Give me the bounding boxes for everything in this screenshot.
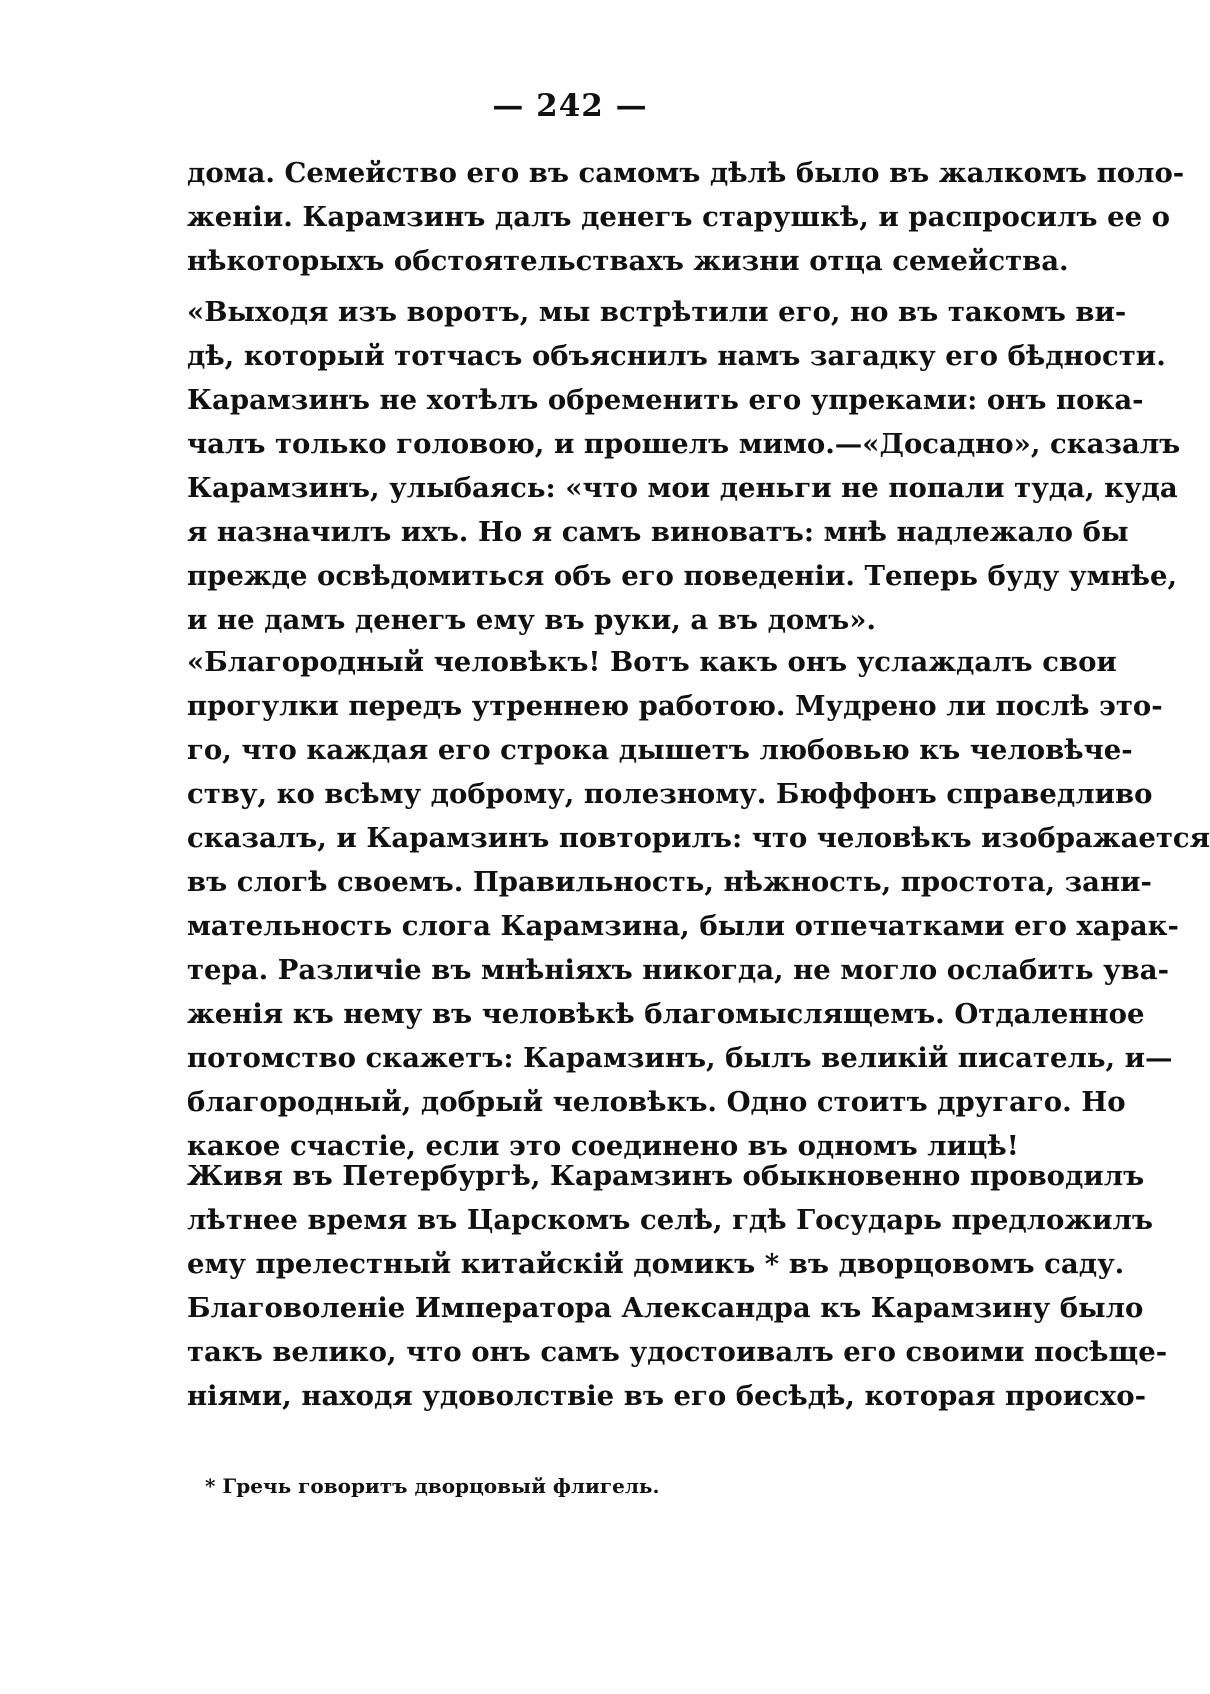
- text-line: я назначилъ ихъ. Но я самъ виноватъ: мнѣ надлежало бы: [187, 516, 1129, 548]
- page-number: — 242 —: [492, 88, 648, 124]
- text-line: «Выходя изъ воротъ, мы встрѣтили его, но въ такомъ ви-: [187, 296, 1127, 328]
- footnote: * Гречь говоритъ дворцовый флигель.: [205, 1474, 660, 1498]
- text-line: дома. Семейство его въ самомъ дѣлѣ было въ жалкомъ поло-: [187, 157, 1185, 189]
- text-line: благородный, добрый человѣкъ. Одно стоитъ другаго. Но: [187, 1086, 1126, 1118]
- text-line: «Благородный человѣкъ! Вотъ какъ онъ услаждалъ свои: [187, 646, 1117, 678]
- text-line: мательность слога Карамзина, были отпечатками его харак-: [187, 910, 1179, 942]
- paragraph-2: [187, 290, 1181, 642]
- text-line: Карамзинъ, улыбаясь: «что мои деньги не попали туда, куда: [187, 472, 1178, 504]
- paragraph-1: [187, 151, 1185, 283]
- paragraph-3: [187, 640, 1210, 1168]
- text-line: ніями, находя удоволствіе въ его бесѣдѣ, которая происхо-: [187, 1380, 1147, 1412]
- text-line: въ слогѣ своемъ. Правильность, нѣжность, простота, зани-: [187, 866, 1152, 898]
- text-line: Живя въ Петербургѣ, Карамзинъ обыкновенно проводилъ: [187, 1160, 1145, 1192]
- text-line: какое счастіе, если это соединено въ одномъ лицѣ!: [187, 1130, 1019, 1162]
- paragraph-4: [187, 1154, 1168, 1418]
- text-line: женія къ нему въ человѣкѣ благомыслящемъ. Отдаленное: [187, 998, 1145, 1030]
- text-line: такъ велико, что онъ самъ удостоивалъ его своими посѣще-: [187, 1336, 1168, 1368]
- text-line: прежде освѣдомиться объ его поведеніи. Теперь буду умнѣе,: [187, 560, 1178, 592]
- text-line: ему прелестный китайскій домикъ * въ дворцовомъ саду.: [187, 1248, 1125, 1280]
- text-line: женіи. Карамзинъ далъ денегъ старушкѣ, и распросилъ ее о: [187, 201, 1170, 233]
- text-line: Благоволеніе Императора Александра къ Карамзину было: [187, 1292, 1144, 1324]
- text-line: прогулки передъ утреннею работою. Мудрено ли послѣ это-: [187, 690, 1163, 722]
- text-line: нѣкоторыхъ обстоятельствахъ жизни отца семейства.: [187, 245, 1069, 277]
- text-line: сказалъ, и Карамзинъ повторилъ: что человѣкъ изображается: [187, 822, 1210, 854]
- text-line: дѣ, который тотчасъ объяснилъ намъ загадку его бѣдности.: [187, 340, 1166, 372]
- text-line: Карамзинъ не хотѣлъ обременить его упреками: онъ пока-: [187, 384, 1144, 416]
- text-line: чалъ только головою, и прошелъ мимо.—«Досадно», сказалъ: [187, 428, 1181, 460]
- text-line: лѣтнее время въ Царскомъ селѣ, гдѣ Государь предложилъ: [187, 1204, 1154, 1236]
- text-line: тера. Различіе въ мнѣніяхъ никогда, не могло ослабить ува-: [187, 954, 1170, 986]
- text-line: ству, ко всѣму доброму, полезному. Бюффонъ справедливо: [187, 778, 1153, 810]
- text-line: и не дамъ денегъ ему въ руки, а въ домъ».: [187, 604, 877, 636]
- text-line: го, что каждая его строка дышетъ любовью къ человѣче-: [187, 734, 1133, 766]
- text-line: потомство скажетъ: Карамзинъ, былъ великій писатель, и—: [187, 1042, 1173, 1074]
